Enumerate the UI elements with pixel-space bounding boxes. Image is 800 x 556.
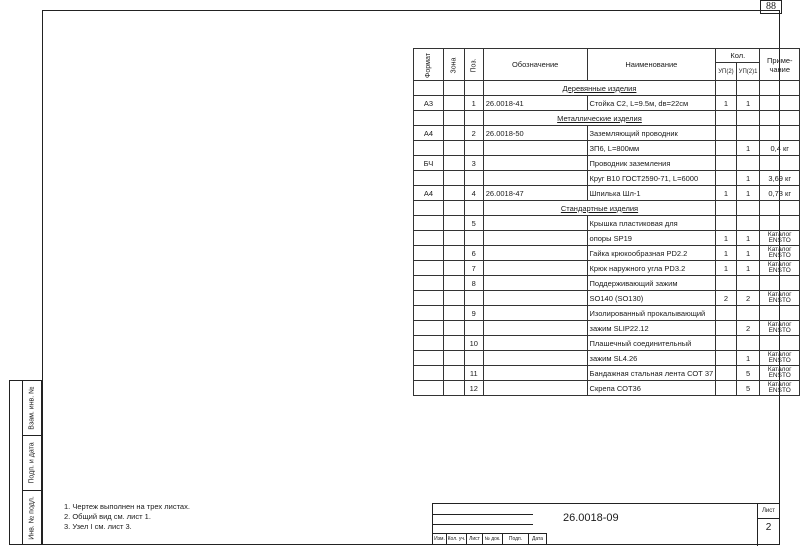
cell-qty-1: [716, 351, 736, 366]
cell-qty-2: 1: [736, 351, 760, 366]
cell-note: Каталог ENSTO: [760, 351, 800, 366]
cell-format: [414, 381, 444, 396]
cell-format: [414, 231, 444, 246]
cell-note: 3,69 кг: [760, 171, 800, 186]
cell-designation: [483, 291, 587, 306]
cell-qty-1: [716, 171, 736, 186]
cell-zone: [443, 216, 464, 231]
document-code: 26.0018-09: [563, 512, 619, 524]
cell-pos: 11: [464, 366, 483, 381]
cell-designation: 26.0018-41: [483, 96, 587, 111]
cell-name: Стойка С2, L=9.5м, dв=22см: [587, 96, 716, 111]
cell-qty-1: 1: [716, 231, 736, 246]
cell-format: [414, 366, 444, 381]
cell-pos: 2: [464, 126, 483, 141]
cell-pos: 3: [464, 156, 483, 171]
cell-name: Шпилька Шл-1: [587, 186, 716, 201]
cell-designation: [483, 156, 587, 171]
side-stamp: [22, 380, 42, 545]
cell-zone: [443, 246, 464, 261]
cell-qty-2: 1: [736, 186, 760, 201]
cell-designation: 26.0018-47: [483, 186, 587, 201]
section-row: [414, 111, 800, 126]
cell-qty-1: [716, 126, 736, 141]
cell-qty-2: [736, 276, 760, 291]
cell-qty-1: [716, 141, 736, 156]
cell-format: А4: [414, 186, 444, 201]
cell-note: [760, 156, 800, 171]
label-doc: № док.: [483, 534, 503, 544]
cell-pos: 9: [464, 306, 483, 321]
cell-pos: 12: [464, 381, 483, 396]
table-row: [414, 336, 800, 351]
cell-qty-2: 2: [736, 291, 760, 306]
cell-qty-1: [716, 381, 736, 396]
cell-name: Круг В10 ГОСТ2590-71, L=6000: [587, 171, 716, 186]
cell-name: зажим SLIP22.12: [587, 321, 716, 336]
label-izm: Изм.: [433, 534, 447, 544]
title-block-labels: [433, 533, 547, 544]
cell-qty-1: [716, 336, 736, 351]
cell-qty-1: 1: [716, 246, 736, 261]
cell-qty-1: [716, 276, 736, 291]
table-row: [414, 141, 800, 156]
header-pos: Поз.: [464, 49, 483, 81]
cell-zone: [443, 171, 464, 186]
cell-format: А3: [414, 96, 444, 111]
cell-qty-1: 2: [716, 291, 736, 306]
cell-designation: [483, 231, 587, 246]
section-title: Стандартные изделия: [483, 201, 715, 216]
cell-qty-2: [736, 156, 760, 171]
table-row: [414, 276, 800, 291]
cell-qty-2: 1: [736, 261, 760, 276]
sheet-number: 2: [765, 522, 772, 533]
cell-zone: [443, 141, 464, 156]
cell-name: ЗП6, L=800мм: [587, 141, 716, 156]
cell-note: [760, 336, 800, 351]
section-title: Металлические изделия: [483, 111, 715, 126]
header-note: Приме- чание: [760, 49, 800, 81]
cell-pos: 8: [464, 276, 483, 291]
cell-qty-2: 2: [736, 321, 760, 336]
cell-zone: [443, 366, 464, 381]
cell-format: А4: [414, 126, 444, 141]
cell-name: Гайка крюкообразная PD2.2: [587, 246, 716, 261]
cell-qty-2: 1: [736, 141, 760, 156]
cell-pos: 4: [464, 186, 483, 201]
cell-zone: [443, 126, 464, 141]
cell-note: Каталог ENSTO: [760, 291, 800, 306]
side-stamp-cell-2: Подп. и дата: [23, 436, 41, 491]
cell-zone: [443, 96, 464, 111]
cell-qty-2: [736, 336, 760, 351]
cell-name: Заземляющий проводник: [587, 126, 716, 141]
cell-qty-2: 1: [736, 171, 760, 186]
cell-designation: [483, 246, 587, 261]
label-list: Лист: [467, 534, 483, 544]
cell-pos: 1: [464, 96, 483, 111]
cell-zone: [443, 336, 464, 351]
cell-designation: [483, 141, 587, 156]
table-row: [414, 381, 800, 396]
label-kol-uch: Кол. уч.: [447, 536, 466, 542]
label-podp: Подп.: [503, 534, 529, 544]
cell-zone: [443, 321, 464, 336]
note-1: 1. Чертеж выполнен на трех листах.: [64, 502, 190, 511]
table-row: [414, 351, 800, 366]
cell-zone: [443, 261, 464, 276]
specification-table: [413, 48, 800, 396]
cell-zone: [443, 186, 464, 201]
cell-format: БЧ: [414, 156, 444, 171]
cell-format: [414, 246, 444, 261]
cell-format: [414, 351, 444, 366]
cell-qty-1: [716, 321, 736, 336]
cell-zone: [443, 291, 464, 306]
cell-zone: [443, 306, 464, 321]
cell-name: Проводник заземления: [587, 156, 716, 171]
cell-zone: [443, 351, 464, 366]
cell-qty-2: [736, 126, 760, 141]
cell-designation: [483, 366, 587, 381]
table-row: [414, 126, 800, 141]
cell-name: Плашечный соединительный: [587, 336, 716, 351]
cell-pos: [464, 321, 483, 336]
cell-note: [760, 96, 800, 111]
cell-format: [414, 171, 444, 186]
cell-pos: [464, 291, 483, 306]
cell-qty-1: [716, 306, 736, 321]
sheet-label: Лист: [758, 505, 779, 519]
cell-pos: 10: [464, 336, 483, 351]
cell-designation: [483, 276, 587, 291]
cell-pos: [464, 171, 483, 186]
cell-designation: [483, 171, 587, 186]
cell-zone: [443, 276, 464, 291]
cell-pos: 5: [464, 216, 483, 231]
cell-format: [414, 261, 444, 276]
table-row: [414, 216, 800, 231]
cell-qty-1: 1: [716, 96, 736, 111]
table-row: [414, 171, 800, 186]
cell-note: 0,73 кг: [760, 186, 800, 201]
cell-qty-1: [716, 216, 736, 231]
header-format: Формат: [414, 49, 444, 81]
note-3: 3. Узел I см. лист 3.: [64, 522, 132, 531]
cell-format: [414, 321, 444, 336]
section-row: [414, 81, 800, 96]
cell-qty-2: 5: [736, 381, 760, 396]
header-qty-2: УП(2)1: [736, 63, 760, 81]
cell-name: опоры SP19: [587, 231, 716, 246]
side-stamp-cell-3: Инв. № подл.: [28, 495, 36, 540]
cell-note: [760, 216, 800, 231]
cell-qty-1: [716, 156, 736, 171]
page-number: 88: [760, 0, 782, 14]
note-2: 2. Общий вид см. лист 1.: [64, 512, 151, 521]
title-block: [432, 503, 780, 545]
cell-name: Скрепа СОТ36: [587, 381, 716, 396]
table-row: [414, 186, 800, 201]
side-stamp-outer: [9, 380, 22, 545]
table-row: [414, 246, 800, 261]
cell-designation: [483, 381, 587, 396]
cell-pos: [464, 141, 483, 156]
cell-name: Крюк наружного угла PD3.2: [587, 261, 716, 276]
cell-pos: [464, 351, 483, 366]
sheet-box: [757, 504, 779, 546]
cell-name: Крышка пластиковая для: [587, 216, 716, 231]
table-row: [414, 366, 800, 381]
cell-designation: [483, 216, 587, 231]
header-qty-1: УП(2): [716, 63, 736, 81]
cell-format: [414, 216, 444, 231]
label-date: Дата: [529, 534, 547, 544]
notes: [64, 502, 190, 532]
cell-note: Каталог ENSTO: [760, 381, 800, 396]
table-row: [414, 231, 800, 246]
cell-qty-1: 1: [716, 186, 736, 201]
table-row: [414, 96, 800, 111]
cell-note: Каталог ENSTO: [760, 321, 800, 336]
side-stamp-cell-1: Взам. инв. №: [23, 381, 41, 436]
cell-zone: [443, 381, 464, 396]
cell-designation: 26.0018-50: [483, 126, 587, 141]
header-name: Наименование: [587, 49, 716, 81]
cell-designation: [483, 336, 587, 351]
cell-designation: [483, 261, 587, 276]
cell-note: 0,4 кг: [760, 141, 800, 156]
cell-note: [760, 306, 800, 321]
cell-format: [414, 291, 444, 306]
table-row: [414, 291, 800, 306]
section-title: Деревянные изделия: [483, 81, 715, 96]
cell-note: [760, 126, 800, 141]
cell-qty-2: 1: [736, 96, 760, 111]
cell-name: зажим SL4.26: [587, 351, 716, 366]
header-qty: Кол.: [716, 49, 760, 63]
cell-name: Поддерживающий зажим: [587, 276, 716, 291]
cell-name: Изолированный прокалывающий: [587, 306, 716, 321]
cell-format: [414, 141, 444, 156]
cell-format: [414, 336, 444, 351]
cell-format: [414, 306, 444, 321]
cell-note: Каталог ENSTO: [760, 246, 800, 261]
header-zone: Зона: [443, 49, 464, 81]
table-row: [414, 156, 800, 171]
cell-pos: 6: [464, 246, 483, 261]
table-row: [414, 306, 800, 321]
cell-pos: [464, 231, 483, 246]
table-row: [414, 321, 800, 336]
cell-zone: [443, 231, 464, 246]
cell-format: [414, 276, 444, 291]
header-designation: Обозначение: [483, 49, 587, 81]
section-row: [414, 201, 800, 216]
cell-qty-2: [736, 216, 760, 231]
cell-name: Бандажная стальная лента СОТ 37: [587, 366, 716, 381]
cell-qty-1: [716, 366, 736, 381]
cell-note: Каталог ENSTO: [760, 261, 800, 276]
cell-designation: [483, 321, 587, 336]
cell-note: [760, 276, 800, 291]
cell-qty-2: 1: [736, 246, 760, 261]
cell-name: SO140 (SO130): [587, 291, 716, 306]
cell-qty-2: 1: [736, 231, 760, 246]
cell-qty-2: [736, 306, 760, 321]
cell-qty-1: 1: [716, 261, 736, 276]
cell-note: Каталог ENSTO: [760, 366, 800, 381]
cell-qty-2: 5: [736, 366, 760, 381]
table-row: [414, 261, 800, 276]
cell-note: Каталог ENSTO: [760, 231, 800, 246]
cell-zone: [443, 156, 464, 171]
cell-designation: [483, 351, 587, 366]
cell-pos: 7: [464, 261, 483, 276]
cell-designation: [483, 306, 587, 321]
